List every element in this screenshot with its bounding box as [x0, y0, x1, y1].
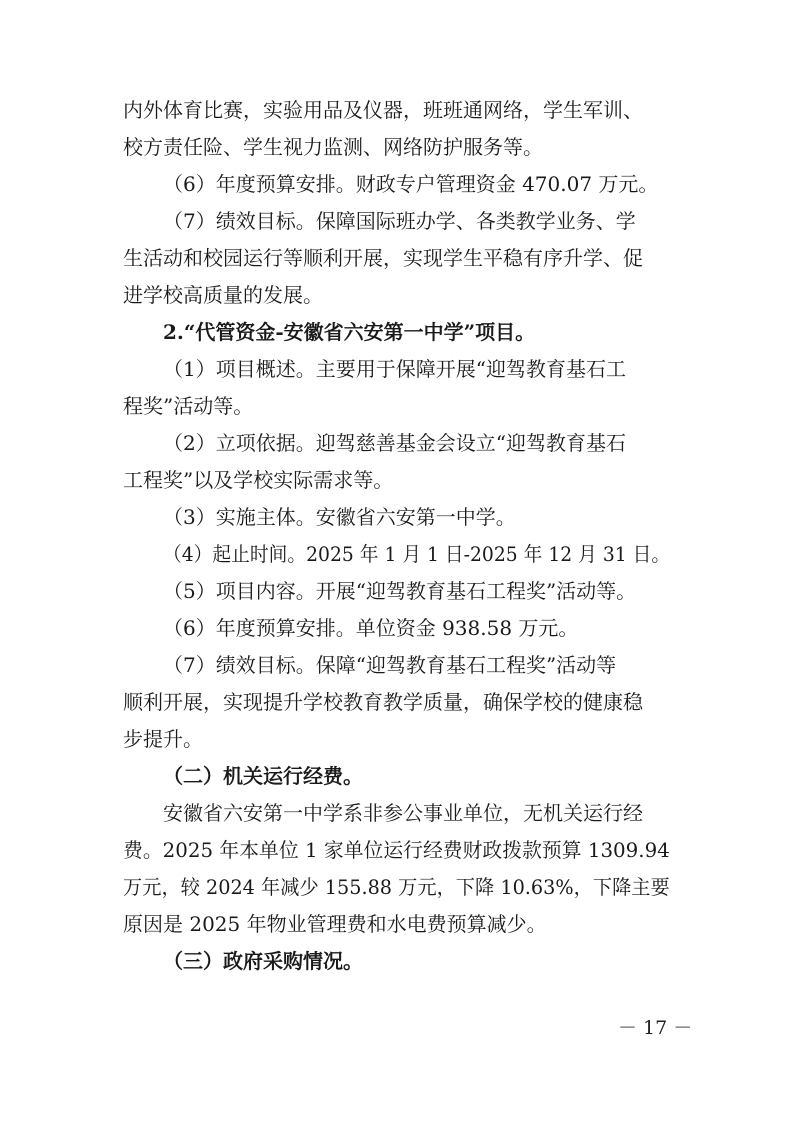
- section-heading: （三）政府采购情况。: [163, 949, 363, 973]
- paragraph-text: （2）立项依据。迎驾慈善基金会设立“迎驾教育基石: [163, 431, 626, 455]
- paragraph-text: 生活动和校园运行等顺利开展，实现学生平稳有序升学、促: [123, 246, 643, 270]
- paragraph-text: （6）年度预算安排。财政专户管理资金 470.07 万元。: [163, 172, 659, 196]
- paragraph-text: （6）年度预算安排。单位资金 938.58 万元。: [163, 616, 579, 640]
- section-heading: （二）机关运行经费。: [163, 764, 363, 788]
- paragraph-text: （1）项目概述。主要用于保障开展“迎驾教育基石工: [163, 357, 626, 381]
- page-number: － 17 －: [618, 1017, 693, 1039]
- paragraph-text: 万元，较 2024 年减少 155.88 万元，下降 10.63%，下降主要: [123, 875, 670, 899]
- paragraph-text: 程奖”活动等。: [123, 394, 254, 418]
- paragraph-text: （7）绩效目标。保障国际班办学、各类教学业务、学: [163, 209, 636, 233]
- paragraph-text: 步提升。: [123, 727, 203, 751]
- section-heading: 2.“代管资金-安徽省六安第一中学”项目。: [163, 320, 536, 344]
- paragraph-text: （5）项目内容。开展“迎驾教育基石工程奖”活动等。: [163, 579, 637, 603]
- paragraph-text: （4）起止时间。2025 年 1 月 1 日-2025 年 12 月 31 日。: [163, 542, 671, 566]
- paragraph-text: 进学校高质量的发展。: [123, 283, 323, 307]
- paragraph-text: （3）实施主体。安徽省六安第一中学。: [163, 505, 516, 529]
- paragraph-text: 安徽省六安第一中学系非参公事业单位，无机关运行经: [163, 801, 643, 825]
- paragraph-text: 工程奖”以及学校实际需求等。: [123, 468, 394, 492]
- paragraph-text: 原因是 2025 年物业管理费和水电费预算减少。: [123, 912, 547, 936]
- paragraph-text: （7）绩效目标。保障“迎驾教育基石工程奖”活动等: [163, 653, 617, 677]
- paragraph-text: 顺利开展，实现提升学校教育教学质量，确保学校的健康稳: [123, 690, 643, 714]
- paragraph-text: 费。2025 年本单位 1 家单位运行经费财政拨款预算 1309.94: [123, 838, 670, 862]
- paragraph-text: 校方责任险、学生视力监测、网络防护服务等。: [123, 135, 543, 159]
- paragraph-text: 内外体育比赛，实验用品及仪器，班班通网络，学生军训、: [123, 98, 643, 122]
